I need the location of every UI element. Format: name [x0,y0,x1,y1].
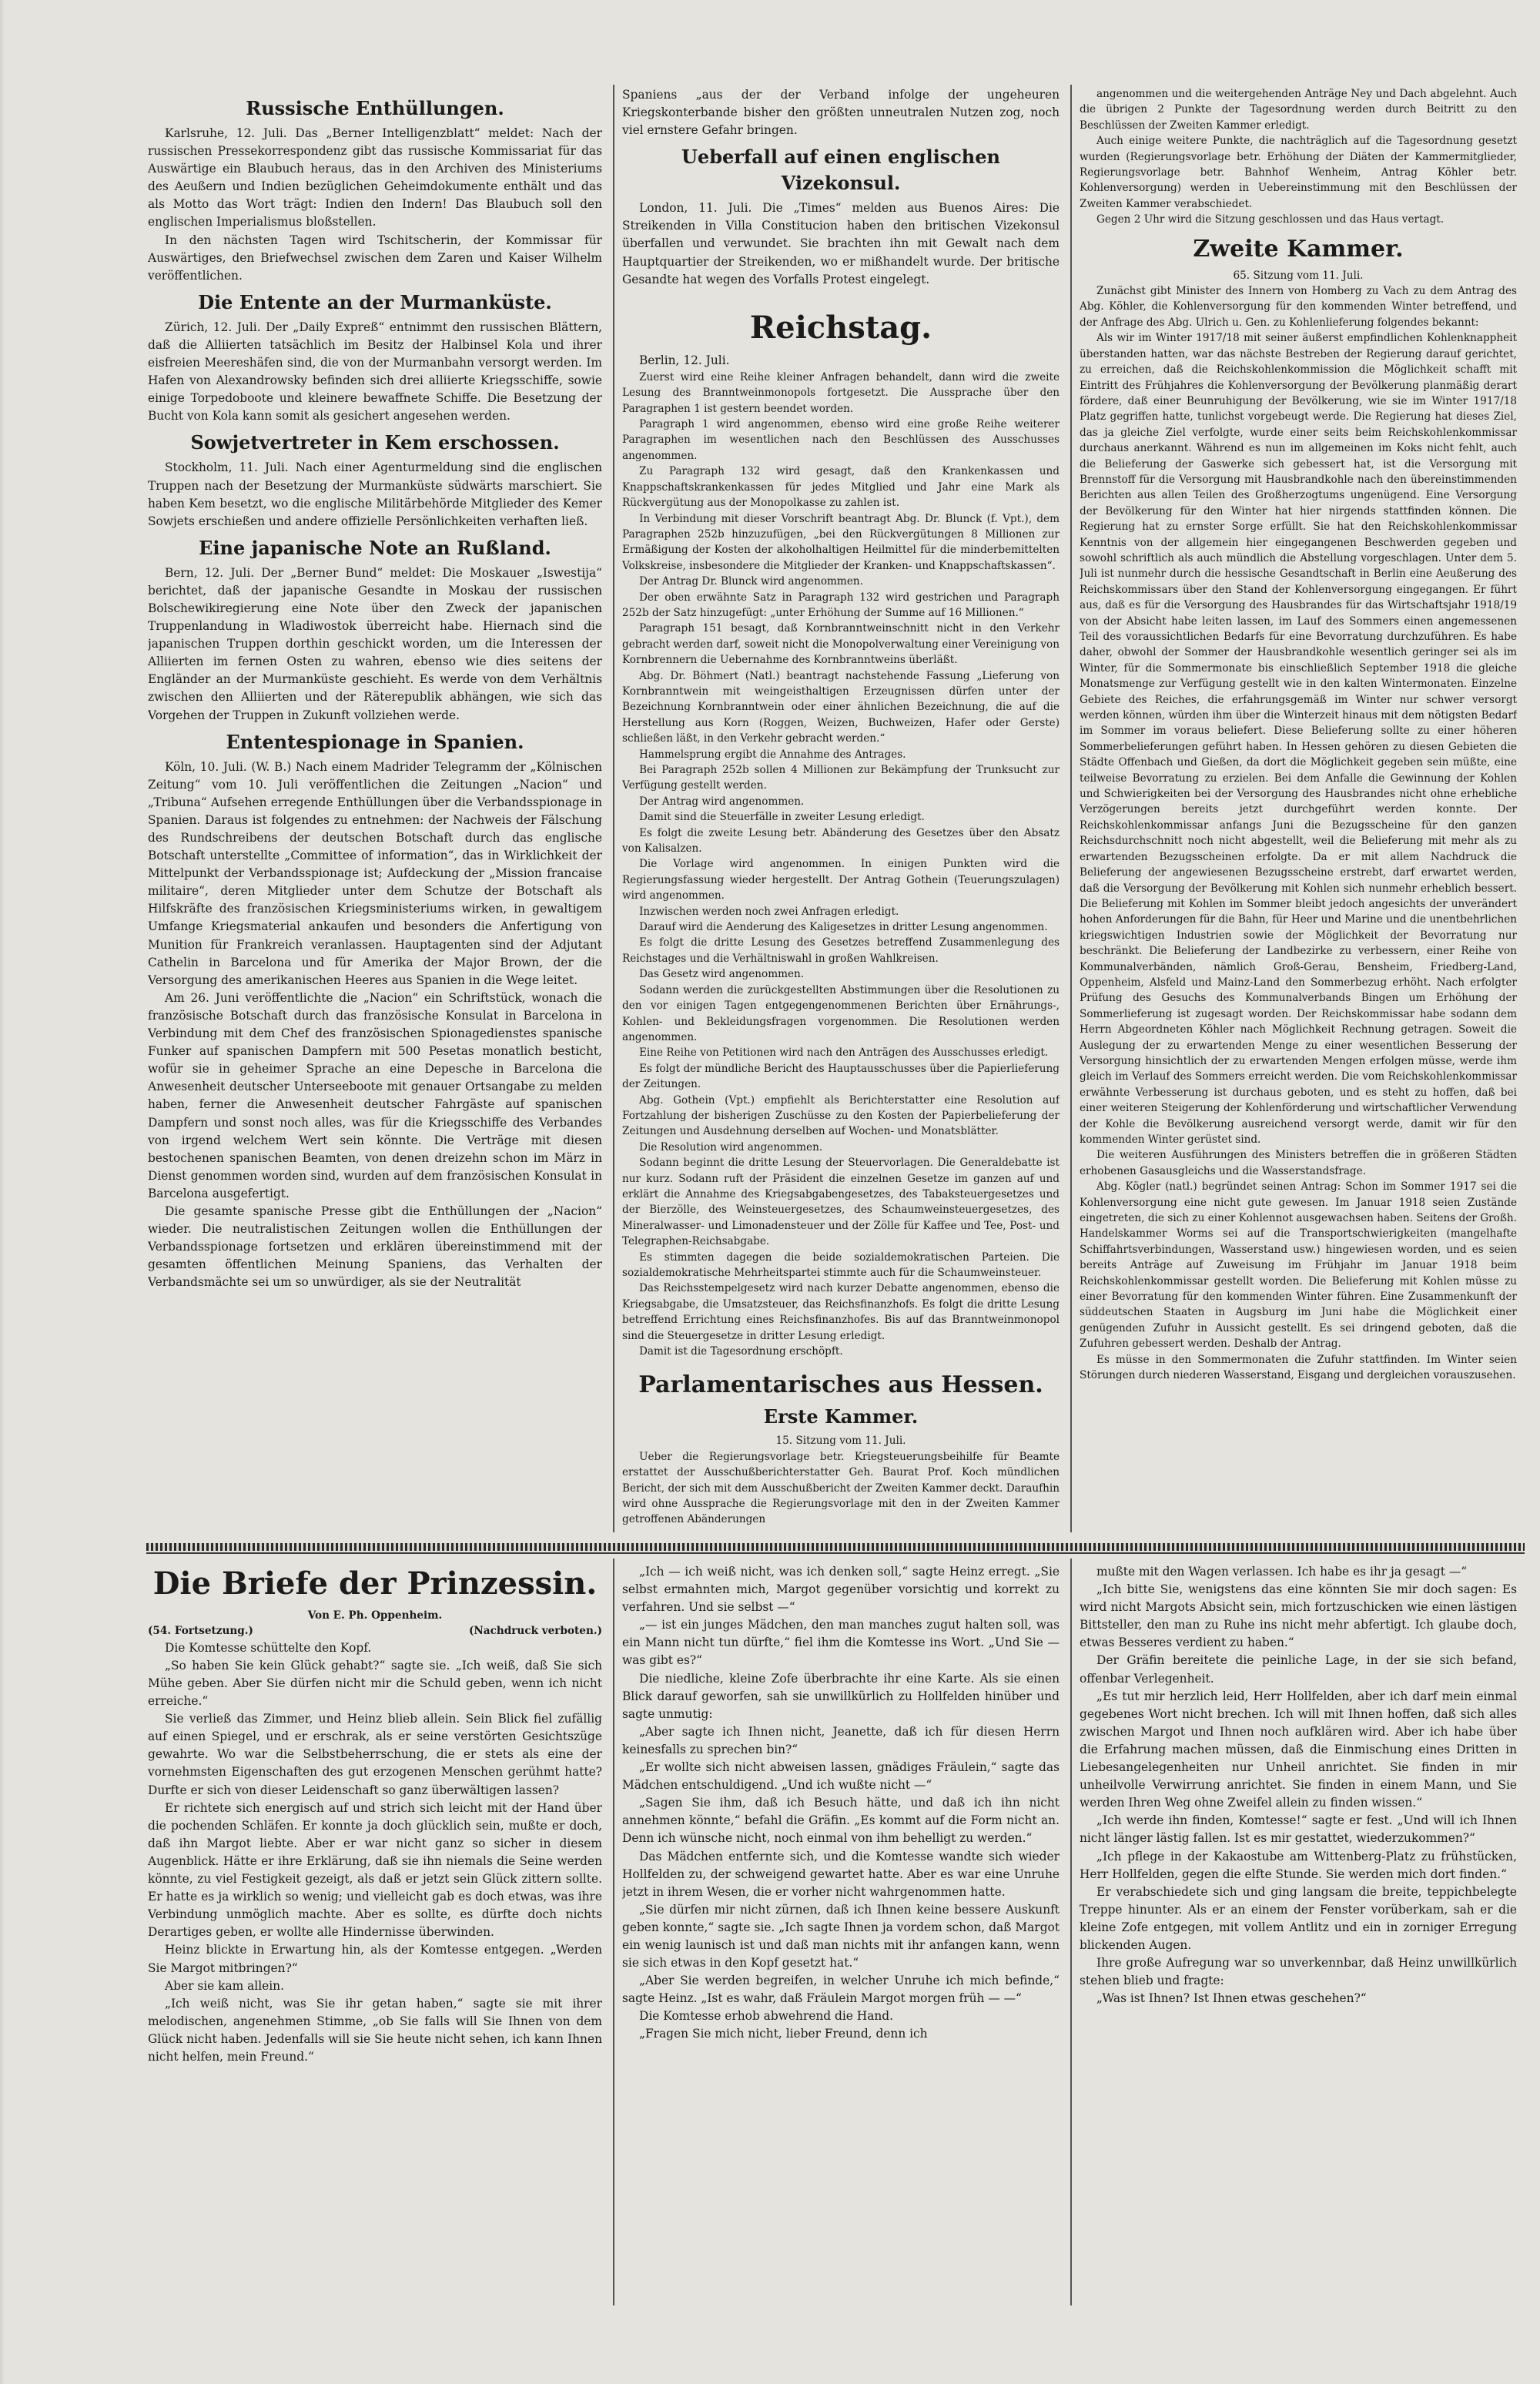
article-paragraph: Es stimmten dagegen die beide sozialdemokratischen Parteien. Die sozialdemokratische Mehrheitspartei stimmte auch für die Schaumweinsteuer. [622,1251,1060,1279]
article-paragraph: Die Resolution wird angenommen. [639,1140,823,1153]
article-paragraph: „So haben Sie kein Glück gehabt?“ sagte sie. „Ich weiß, daß Sie sich Mühe geben. Aber Sie dürfen nicht mir die Schuld geben, wenn ich nicht erreiche.“ [148,1658,602,1709]
article-paragraph: Die Komtesse schüttelte den Kopf. [165,1640,372,1655]
separator-line [146,1552,1525,1554]
column-3 [1080,86,1517,1534]
article-paragraph: Als wir im Winter 1917/18 mit seiner äußerst empfindlichen Kohlenknappheit überstanden hatten, war das nächste Bestreben der Regierung darauf gerichtet, zu erreichen, daß die Reichskohlenkommission die Möglichkeit schafft mit Eintritt des Frühjahres die Kohlenversorgung der Bevölkerung planmäßig derart fördere, daß einer Beunruhigung der Bevölkerung, wie sie im Winter 1917/18 Platz gegriffen hatte, tunlichst vorgebeugt werde. Die Regierung hat dieses Ziel, das ja gleiche Ziel verfolgte, wurde einer seits beim Reichskohlenkommissar durchaus anerkannt. Während es nun im allgemeinen im Koks nicht fehlt, auch die Belieferung der Gaswerke sich gebessert hat, ist die Versorgung mit Brennstoff für die Versorgung mit Hausbrandkohle nach den übereinstimmenden Berichten aus allen Teilen des Großherzogtums ungenügend. Eine Versorgung der Bevölkerung für den Winter hat hier nirgends stattfinden können. Die Regierung hat zu ernster Sorge erfüllt. Sie hat den Reichskohlenkommissar Kenntnis von der allgemein hier eingegangenen Beschwerden gegeben und sowohl schriftlich als auch mündlich die Abstellung vorgeschlagen. Unter dem 5. Juli ist nunmehr durch die hessische Gesandtschaft in Berlin eine Aeußerung des Reichskommissars über den Stand der Kohlenversorgung eingegangen. Er führt aus, daß es für die Versorgung des Hausbrandes für das Wirtschaftsjahr 1918/19 von der Absicht habe leiten lassen, im Lauf des Sommers einen angemessenen Teil des voraussichtlichen Bedarfs für eine Bevorratung durchzuführen. Es habe daher, obwohl der Sommer der Hausbrandkohle wesentlich geringer sei als im Winter, für die Sommermonate bis einschließlich September 1918 die gleiche Monatsmenge zur Verfügung gestellt wie in den kalten Wintermonaten. Einzelne Gebiete des Reiches, die erfahrungsgemäß im Winter nur schwer versorgt werden können, würden ihm über die Winterzeit hinaus mit dem nötigsten Bedarf im Sommer im voraus beliefert. Diese Belieferung sollte zu einer höheren Sommerbelieferungen geführt haben. In Hessen gehören zu diesen Gebieten die Städte Offenbach und Gießen, da dort die Möglichkeit gegeben sein müßte, eine teilweise Bevorratung zu erzielen. Bei dem Anfalle die Gewinnung der Kohlen und Schwierigkeiten bei der Versorgung des Hausbrandes nicht ohne erhebliche Verzögerungen bereits jetzt durchgeführt werden konnte. Der Reichskohlenkommissar anfangs Juni die Bezugsscheine für den ganzen Reichsdurchschnitt noch nicht abgestellt, weil die Belieferung mit mehr als zu erwartenden Bezugsscheinen erfolgte. Da er mit allem Nachdruck die Belieferung der angewiesenen Bezugsscheine erstrebt, darf erwartet werden, daß die Versorgung der Bevölkerung mit Kohlen sich nunmehr erheblich bessert. Die Belieferung mit Kohlen im Sommer bleibt jedoch angesichts der unverändert hohen Anforderungen für die Bahn, für Heer und Marine und die unentbehrlichen kriegswichtigen Industrien sowie der Möglichkeit der Bevorratung nur beschränkt. Die Belieferung der Landbezirke zu verbessern, einer Reihe von Kommunalverbänden, nämlich Groß-Gerau, Bensheim, Friedberg-Land, Oppenheim, Alsfeld und Mainz-Land den Sommerbezug erhöht. Nach erfolgter Prüfung des Gesuchs des Kommunalverbands Bingen um Erhöhung der Sommerlieferung ist zugesagt worden. Der Reichskommissar habe sodann dem Herrn Abgeordneten Köhler nach Möglichkeit Rechnung getragen. Soweit die Auslegung der zu erwartenden Menge zu einer wesentlichen Besserung der Versorgung hinsichtlich der zu erwartenden Mengen erfolgen müsse, werde ihm gleich im Verlauf des Sommers erreicht werden. Die vom Reichskohlenkommissar erwähnte Verbesserung ist durchaus geboten, und es steht zu hoffen, daß bei einer weiteren Steigerung der Kohlenförderung und wirtschaftlicher Verwendung der Kohle die Bevölkerung ausreichend versorgt werde, damit wir für den kommenden Winter gerüstet sind. [1080,332,1517,1146]
article-paragraph: „Fragen Sie mich nicht, lieber Freund, denn ich [639,2027,928,2041]
article-paragraph: „Ich bitte Sie, wenigstens das eine könnten Sie mir doch sagen: Es wird nicht Margots Absicht sein, mich fortzuschicken wie einen lästigen Bittsteller, den man zu Ruhe ins nicht mehr abfertigt. Ich glaube doch, etwas Besseres verdient zu haben.“ [1080,1582,1517,1650]
article-paragraph: Stockholm, 11. Juli. Nach einer Agenturmeldung sind die englischen Truppen nach der Besetzung der Murmanküste südwärts marschiert. Sie haben Kem besetzt, wo die englische Militärbehörde Mitglieder des Kemer Sowjets erschießen und andere offizielle Persönlichkeiten verhaften ließ. [148,460,602,528]
column-divider [1070,1559,1072,2305]
continuation-number: (54. Fortsetzung.) [148,1625,253,1638]
novel-column-1 [148,1563,602,2318]
article-paragraph: Sodann werden die zurückgestellten Abstimmungen über die Resolutionen zu den vor einigen Tagen entgegengenommenen Berichten über Ernährungs-, Kohlen- und Bekleidungsfragen vorgenommen. Die Resolutionen werden angenommen. [622,983,1060,1043]
novel-text [622,1563,1060,2044]
article-paragraph: „Er wollte sich nicht abweisen lassen, gnädiges Fräulein,“ sagte das Mädchen entschuldigend. „Und ich wußte nicht —“ [622,1760,1060,1793]
article-paragraph: Der Antrag wird angenommen. [639,795,805,808]
section-title-hessen: Parlamentarisches aus Hessen. [638,1371,1043,1399]
article-paragraph: Gegen 2 Uhr wird die Sitzung geschlossen und das Haus vertagt. [1096,213,1445,226]
novel-title: Die Briefe der Prinzessin. [152,1565,598,1602]
article-paragraph: Abg. Kögler (natl.) begründet seinen Antrag: Schon im Sommer 1917 sei die Kohlenversorgung eine nicht gute gewesen. Im Januar 1918 seien Zustände eingetreten, die sich zu einer Kohlennot ausgewachsen haben. Seitens der Großh. Handelskammer Worms sei auf die Transportschwierigkeiten (mangelhafte Schiffahrtsverbindungen, Wasserstand usw.) hingewiesen worden, und es seien bereits Anträge auf Zuweisung im Frühjahr im Januar 1918 beim Reichskohlenkommissar gestellt worden. Die Belieferung mit Kohlen müsse zu einer Bevorratung für den kommenden Winter führen. Eine Zusammenkunft der süddeutschen Staaten in Augsburg im Juni habe die Möglichkeit einer genügenden Zufuhr in Aussicht gestellt. Es sei dringend geboten, daß die Zufuhren gebessert werden. Deshalb der Antrag. [1080,1180,1517,1351]
article-paragraph: Sie verließ das Zimmer, und Heinz blieb allein. Sein Blick fiel zufällig auf einen Spiegel, und er erschrak, als er seine verstörten Gesichtszüge gewahrte. Wo war die Selbstbeherrschung, die er stets als eine der vornehmsten Eigenschaften des gut erzogenen Menschen gerühmt hatte? Durfte er sich von dieser Leidenschaft so ganz überwältigen lassen? [148,1712,602,1797]
novel-column-3 [1080,1563,1517,2318]
article-paragraph: Damit sind die Steuerfälle in zweiter Lesung erledigt. [639,811,925,824]
article-paragraph: Zuerst wird eine Reihe kleiner Anfragen behandelt, dann wird die zweite Lesung des Branntweinmonopols fortgesetzt. Die Aussprache über den Paragraphen 1 ist gestern beendet worden. [622,370,1060,415]
article-paragraph: Er richtete sich energisch auf und strich sich leicht mit der Hand über die pochenden Schläfen. Er konnte ja doch glücklich sein, mußte er doch, daß ihn Margot liebte. Aber er war nicht ganz so sicher in diesem Augenblick. Hätte er ihre Erklärung, daß sie ihn niemals die Seine werden könnte, zu viel Festigkeit gezeigt, als daß er jetzt sein Glück zittern sollte. Er hatte es ja wirklich so wenig; und vielleicht gab es doch etwas, was ihre Verbindung unmöglich machte. Aber es sollte, es dürfte doch nichts Derartiges geben, er wollte alle Hindernisse überwinden. [148,1800,602,1940]
article-paragraph: Die gesamte spanische Presse gibt die Enthüllungen der „Nacion“ wieder. Die neutralistischen Zeitungen wollen die Enthüllungen der Verbandsspionage fortsetzen und erklären übereinstimmend mit der gesamten öffentlichen Meinung Spaniens, das Verhalten der Verbandsmächte sei um so unwürdiger, als sie der Neutralität [148,1204,602,1290]
reichstag-report [622,370,1060,1360]
article-paragraph: „Ich pflege in der Kakaostube am Wittenberg-Platz zu frühstücken, Herr Hollfelden, gegen die elfte Stunde. Sie werden mich dort finden.“ [1080,1849,1517,1881]
article-paragraph: London, 11. Juli. Die „Times“ melden aus Buenos Aires: Die Streikenden in Villa Constitucion haben den britischen Vizekonsul überfallen und verwundet. Sie brachten ihn mit Gewalt nach dem Hauptquartier der Streikenden, wo er mißhandelt wurde. Der britische Gesandte hat wegen des Vorfalls Protest eingelegt. [622,201,1060,286]
article-paragraph: Er verabschiedete sich und ging langsam die breite, teppichbelegte Treppe hinunter. Als er an einem der Fenster vorüberkam, sah er die kleine Zofe entgegen, mit vollem Antlitz und ein in zorniger Erregung blickenden Augen. [1080,1884,1517,1952]
article-paragraph: Zu Paragraph 132 wird gesagt, daß den Krankenkassen und Knappschaftskrankenkassen für jedes Mitglied und Jahr eine Mark als Rückvergütung aus der Monopolkasse zu zahlen ist. [622,465,1060,510]
dateline: Berlin, 12. Juli. [639,353,730,367]
article-paragraph: Eine Reihe von Petitionen wird nach den Anträgen des Ausschusses erledigt. [639,1046,1049,1060]
article-paragraph: Der Antrag Dr. Blunck wird angenommen. [639,575,863,588]
article-paragraph: Es müsse in den Sommermonaten die Zufuhr stattfinden. Im Winter seien Störungen durch niederen Wasserstand, Eisgang und dergleichen vorauszusehen. [1080,1353,1517,1382]
article-title: Sowjetvertreter in Kem erschossen. [190,431,560,454]
column-divider [1070,85,1072,1532]
article-paragraph: Der oben erwähnte Satz in Paragraph 132 wird gestrichen und Paragraph 252b der Satz hinzugefügt: „unter Erhöhung der Summe auf 16 Millionen.“ [622,591,1060,619]
article-paragraph: mußte mit den Wagen verlassen. Ich habe es ihr ja gesagt —“ [1096,1565,1468,1579]
article-paragraph: angenommen und die weitergehenden Anträge Ney und Dach abgelehnt. Auch die übrigen 2 Punkte der Tagesordnung werden durch Beitritt zu den Beschlüssen der Zweiten Kammer erledigt. [1080,88,1517,132]
article-paragraph: Darauf wird die Aenderung des Kaligesetzes in dritter Lesung angenommen. [639,921,1048,934]
feuilleton-separator [146,1543,1525,1551]
article-paragraph: „Sagen Sie ihm, daß ich Besuch hätte, und daß ich ihn nicht annehmen könnte,“ befahl die Gräfin. „Es kommt auf die Form nicht an. Denn ich wünsche nicht, noch einmal von ihm behelligt zu werden.“ [622,1796,1060,1846]
session-line: 65. Sitzung vom 11. Juli. [1233,269,1364,282]
article-title: Die Entente an der Murmanküste. [198,290,552,313]
rights-notice: (Nachdruck verboten.) [468,1625,602,1638]
article-paragraph: „Aber Sie werden begreifen, in welcher Unruhe ich mich befinde,“ sagte Heinz. „Ist es wahr, daß Fräulein Margot morgen früh — —“ [622,1974,1060,2006]
article-paragraph: Am 26. Juni veröffentlichte die „Nacion“ ein Schriftstück, wonach die französische Botschaft durch das französische Konsulat in Barcelona in Verbindung mit dem Chef des französischen Spionagedienstes spanische Funker auf spanischen Dampfern mit 500 Pesetas monatlich besticht, wofür sie in geheimer Sprache an eine Depesche in Barcelona die Anwesenheit deutscher Unterseeboote mit genauer Ortsangabe zu melden haben, ferner die Anwesenheit deutscher Fahrgäste auf spanischen Dampfern und sonst noch alles, was für die Kriegsschiffe des Verbandes von irgend welchem Wert sein könnte. Die Verträge mit diesen bestochenen spanischen Beamten, von denen dreizehn schon im März in Dienst genommen worden sind, wurden auf dem französischen Konsulat in Barcelona ausgefertigt. [148,990,602,1200]
column-1 [148,91,602,1539]
article-paragraph: Es folgt die dritte Lesung des Gesetzes betreffend Zusammenlegung des Reichstages und die Verhältniswahl in großen Wahlkreisen. [622,936,1060,965]
article-paragraph: In Verbindung mit dieser Vorschrift beantragt Abg. Dr. Blunck (f. Vpt.), dem Paragraphen 252b hinzuzufügen, „bei den Rückvergütungen 8 Millionen zur Ermäßigung der Kosten der alkoholhaltigen Heilmittel für die minderbemittelten Volkskreise, insbesondere die Mitglieder der Kranken- und Knappschaftskassen“. [622,512,1060,572]
article-title: Eine japanische Note an Rußland. [199,536,551,559]
article-paragraph: Inzwischen werden noch zwei Anfragen erledigt. [639,905,899,918]
article-paragraph: Sodann beginnt die dritte Lesung der Steuervorlagen. Die Generaldebatte ist nur kurz. Sodann ruft der Präsident die einzelnen Gesetze im ganzen auf und erklärt die Annahme des Kriegsabgabengesetzes, des Tabaksteuergesetzes und der Bierzölle, des Weinsteuergesetzes, des Schaumweinsteuergesetzes, des Mineralwasser- und Limonadensteuer und der Zölle für Kaffee und Tee, Post- und Telegraphen-Reichsabgabe. [622,1157,1060,1248]
novel-author: Von E. Ph. Oppenheim. [307,1609,443,1622]
article-paragraph: Paragraph 1 wird angenommen, ebenso wird eine große Reihe weiterer Paragraphen im wesentlichen nach den Beschlüssen des Ausschusses angenommen. [622,418,1060,462]
article-paragraph: Hammelsprung ergibt die Annahme des Antrages. [639,748,906,761]
column-divider [613,85,614,1532]
article-paragraph: Abg. Gothein (Vpt.) empfiehlt als Berichterstatter eine Resolution auf Fortzahlung der bisherigen Zuschüsse zu den Kosten der Papierbelieferung der Zeitungen und Ausdehnung derselben auf Wochen- und Monatsblätter. [622,1093,1060,1138]
article-paragraph: In den nächsten Tagen wird Tschitscherin, der Kommissar für Auswärtiges, den Briefwechsel zwischen dem Zaren und Kaiser Wilhelm veröffentlichen. [148,233,602,283]
section-subtitle: Erste Kammer. [763,1405,919,1428]
article-title: Russische Enthüllungen. [246,97,504,119]
article-paragraph: Es folgt der mündliche Bericht des Hauptausschusses über die Papierlieferung der Zeitungen. [622,1062,1060,1091]
article-paragraph: Auch einige weitere Punkte, die nachträglich auf die Tagesordnung gesetzt wurden (Regierungsvorlage betr. Erhöhung der Diäten der Kammermitglieder, Regierungsvorlage betr. Bahnhof Wenheim, Antrag Köhler betr. Kohlenversorgung) werden in Uebereinstimmung mit den Beschlüssen der Zweiten Kammer verabschiedet. [1080,135,1517,210]
article-paragraph: Der Gräfin bereitete die peinliche Lage, in der sie sich befand, offenbar Verlegenheit. [1080,1653,1517,1686]
article-paragraph: Karlsruhe, 12. Juli. Das „Berner Intelligenzblatt“ meldet: Nach der russischen Pressekorrespondenz gibt das russische Kommissariat für das Auswärtige ein Blaubuch heraus, das in den Archiven des Ministeriums des Aeußern und Indien bezüglichen Geheimdokumente enthält und das als Motto das Wort trägt: Indien den Indern! Das Blaubuch soll den englischen Imperialismus bloßstellen. [148,126,602,229]
article-paragraph: Ihre große Aufregung war so unverkennbar, daß Heinz unwillkürlich stehen blieb und fragte: [1080,1956,1517,1988]
section-title-zweite-kammer: Zweite Kammer. [1193,235,1404,263]
article-paragraph: „Ich — ich weiß nicht, was ich denken soll,“ sagte Heinz erregt. „Sie selbst ermahnten mich, Margot gegenüber vorsichtig und korrekt zu verfahren. Und sie selbst —“ [622,1565,1060,1615]
article-paragraph: Zürich, 12. Juli. Der „Daily Expreß“ entnimmt den russischen Blättern, daß die Alliierten tatsächlich im Besitz der Halbinsel Kola und ihrer eisfreien Meereshäfen sind, die von der Murmanbahn versorgt werden. Im Hafen von Alexandrowsky befinden sich drei alliierte Kriegsschiffe, sowie einige Torpedoboote und kleinere bewaffnete Schiffe. Die Besetzung der Bucht von Kola kann somit als gesichert angesehen werden. [148,320,602,424]
section-title-reichstag: Reichstag. [749,309,932,346]
article-title: Ententespionage in Spanien. [226,730,524,753]
session-line: 15. Sitzung vom 11. Juli. [775,1435,906,1448]
page-fold-shadow [0,0,5,2384]
hessen-continuation [1080,86,1517,228]
article-paragraph: Ueber die Regierungsvorlage betr. Kriegsteuerungsbeihilfe für Beamte erstattet der Ausschußberichterstatter Geh. Baurat Prof. Koch mündlichen Bericht, der sich mit dem Ausschußbericht der Zweiten Kammer deckt. Daraufhin wird ohne Aussprache die Regierungsvorlage mit den in der Zweiten Kammer getroffenen Abänderungen [622,1450,1060,1526]
article-paragraph: „Sie dürfen mir nicht zürnen, daß ich Ihnen keine bessere Auskunft geben konnte,“ sagte sie. „Ich sagte Ihnen ja vordem schon, daß Margot ein wenig launisch ist und daß man nichts mit ihr anfangen kann, wenn sie sich etwas in den Kopf gesetzt hat.“ [622,1902,1060,1970]
article-title: Ueberfall auf einen englischen Vizekonsul. [681,146,1000,195]
article-paragraph: Die weiteren Ausführungen des Ministers betreffen die in größeren Städten erhobenen Gasausgleichs und die Wasserstandsfrage. [1080,1149,1517,1177]
article-paragraph: Die Komtesse erhob abwehrend die Hand. [639,2009,894,2024]
article-paragraph: Spaniens „aus der der Verband infolge der ungeheuren Kriegskonterbande bisher den größten unneutralen Nutzen zog, noch viel ernstere Gefahr bringen. [622,88,1060,138]
article-paragraph: Heinz blickte in Erwartung hin, als der Komtesse entgegen. „Werden Sie Margot mitbringen?“ [148,1943,602,1975]
article-paragraph: Damit ist die Tagesordnung erschöpft. [639,1345,843,1358]
column-divider [613,1559,614,2305]
novel-column-2 [622,1563,1060,2318]
article-paragraph: „Was ist Ihnen? Ist Ihnen etwas geschehen?“ [1096,1991,1367,2006]
article-paragraph: Das Mädchen entfernte sich, und die Komtesse wandte sich wieder Hollfelden zu, der schweigend gewartet hatte. Aber es war eine Unruhe jetzt in ihrem Wesen, die er vorher nicht wahrgenommen hatte. [622,1849,1060,1899]
article-paragraph: Bei Paragraph 252b sollen 4 Millionen zur Bekämpfung der Trunksucht zur Verfügung gestellt werden. [622,764,1060,792]
novel-text [1080,1563,1517,2007]
article-paragraph: Das Gesetz wird angenommen. [639,968,805,981]
article-paragraph: „Aber sagte ich Ihnen nicht, Jeanette, daß ich für diesen Herrn keinesfalls zu sprechen bin?“ [622,1724,1060,1756]
article-paragraph: „Ich werde ihn finden, Komtesse!“ sagte er fest. „Und will ich Ihnen nicht länger lästig fallen. Ist es mir gestattet, wiederzukommen?“ [1080,1813,1517,1846]
novel-meta [148,1623,602,1639]
article-paragraph: Die niedliche, kleine Zofe überbrachte ihr eine Karte. Als sie einen Blick darauf geworfen, sah sie unwillkürlich zu Hollfelden hinüber und sagte unmutig: [622,1671,1060,1721]
article-paragraph: Zunächst gibt Minister des Innern von Homberg zu Vach zu dem Antrag des Abg. Köhler, die Kohlenversorgung für den kommenden Winter betreffend, und der Anfrage des Abg. Ulrich u. Gen. zu Kohlenlieferung folgendes bekannt: [1080,285,1517,329]
article-paragraph: Köln, 10. Juli. (W. B.) Nach einem Madrider Telegramm der „Kölnischen Zeitung“ vom 10. Juli veröffentlichen die Zeitungen „Nacion“ und „Tribuna“ Aufsehen erregende Enthüllungen über die Verbandsspionage in Spanien. Daraus ist folgendes zu entnehmen: der Nachweis der Fälschung des Rundschreibens der deutschen Botschaft durch das englische Botschaft unterstellte „Committee of information“, das in Wirklichkeit der Mittelpunkt der Verbandsspionage ist; Aufdeckung der „Mission francaise militaire“, deren Mitglieder unter dem Schutze der Botschaft als Hilfskräfte des französischen Kriegsministeriums wirken, in gewaltigem Umfange Kriegsmaterial ankaufen und besonders die Anfertigung von Munition für Frankreich veranlassen. Hauptagenten sind der Adjutant Cathelin in Barcelona und für Amerika der Major Brown, der die Versorgung des amerikanischen Heeres aus Spanien in die Wege leitet. [148,759,602,987]
novel-text [148,1639,602,2066]
column-2 [622,86,1060,1534]
article-paragraph: Abg. Dr. Böhmert (Natl.) beantragt nachstehende Fassung „Lieferung von Kornbranntwein mit weingeisthaltigen Erzeugnissen dürfen unter der Bezeichnung Kornbranntwein oder einer ähnlichen Bezeichnung, die auf die Herstellung aus Korn (Roggen, Weizen, Buchweizen, Hafer oder Gerste) schließen läßt, in den Verkehr gebracht werden.“ [622,669,1060,745]
article-paragraph: Es folgt die zweite Lesung betr. Abänderung des Gesetzes über den Absatz von Kalisalzen. [622,826,1060,855]
article-paragraph: Das Reichsstempelgesetz wird nach kurzer Debatte angenommen, ebenso die Kriegsabgabe, die Umsatzsteuer, das Reichsfinanzhofs. Es folgt die dritte Lesung betreffend Errichtung eines Reichsfinanzhofes. Bis auf das Branntweinmonopol sind die Steuergesetze in dritter Lesung erledigt. [622,1282,1060,1342]
article-paragraph: Aber sie kam allein. [165,1978,284,1993]
article-paragraph: „Ich weiß nicht, was Sie ihr getan haben,“ sagte sie mit ihrer melodischen, angenehmen Stimme, „ob Sie falls will Sie Ihnen von dem Glück nicht haben. Jedenfalls will sie Sie heute nicht sehen, ich kann Ihnen nicht helfen, mein Freund.“ [148,1996,602,2064]
article-paragraph: Paragraph 151 besagt, daß Kornbranntweinschnitt nicht in den Verkehr gebracht werden darf, soweit nicht die Monopolverwaltung einer Vereinigung von Kornbrennern die Uebernahme des Kornbranntweins überläßt. [622,622,1060,667]
article-paragraph: „— ist ein junges Mädchen, den man manches zugut halten soll, was ein Mann nicht tun dürfte,“ fiel ihm die Komtesse ins Wort. „Und Sie — was gibt es?“ [622,1618,1060,1668]
article-paragraph: Die Vorlage wird angenommen. In einigen Punkten wird die Regierungsfassung wieder hergestellt. Der Antrag Gothein (Teuerungszulagen) wird angenommen. [622,858,1060,902]
article-paragraph: Bern, 12. Juli. Der „Berner Bund“ meldet: Die Moskauer „Iswestija“ berichtet, daß der japanische Gesandte in Moskau der russischen Bolschewikiregierung eine Note über den Zweck der japanischen Truppenlandung in Wladiwostok überreicht habe. Hiernach sind die japanischen Truppen dorthin geschickt worden, um die Interessen der Alliierten im fernen Osten zu wahren, ebenso wie dies seitens der Engländer an der Murmanküste geschieht. Es werde von dem Verhältnis zwischen den Alliierten und der Räterepublik abhängen, wie sich das Vorgehen der Truppen in Zukunft vollziehen werde. [148,565,602,722]
article-paragraph: „Es tut mir herzlich leid, Herr Hollfelden, aber ich darf mein einmal gegebenes Wort nicht brechen. Ich will mit Ihnen hoffen, daß sich alles zwischen Margot und Ihnen noch aufklären wird. Aber ich habe über die Erfahrung machen müssen, daß die Einmischung eines Dritten in Liebesangelegenheiten nur Unheil anrichtet. Sie finden in mir unheilvolle Verwirrung anrichtet. Sie finden in einem Mann, und Sie werden Ihren Weg ohne Zweifel allein zu finden wissen.“ [1080,1689,1517,1810]
